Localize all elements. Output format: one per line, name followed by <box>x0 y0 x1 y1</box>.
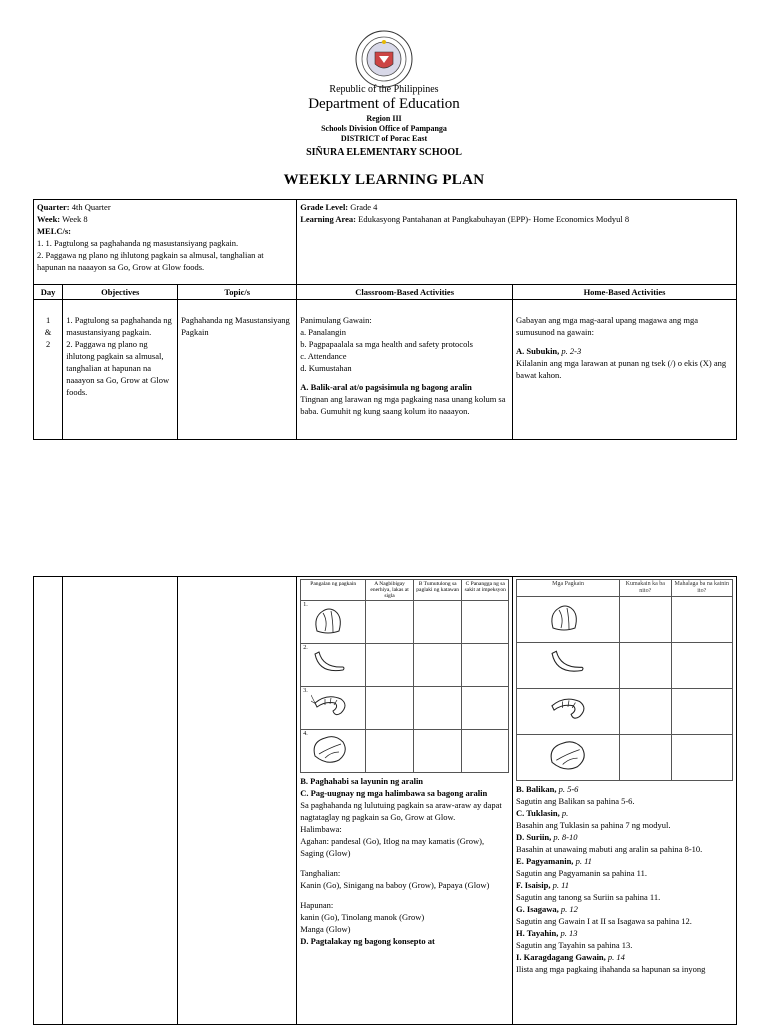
day-ampersand: & <box>44 327 52 337</box>
home-d-text: Basahin at unawaing mabuti ang aralin sa pahina 8-10. <box>516 844 703 854</box>
food-classification-table <box>300 579 509 773</box>
home-g-text: Sagutin ang Gawain I at II sa Isagawa sa pahina 12. <box>516 916 692 926</box>
activity-item: a. Panalangin <box>300 327 347 337</box>
division-line: Schools Division Office of Pampanga <box>321 124 447 133</box>
col-header-objectives: Objectives <box>63 285 178 300</box>
cabbage-icon <box>547 601 581 635</box>
section-c-title: C. Pag-uugnay ng mga halimbawa sa bagong aralin <box>300 788 488 798</box>
food-row-banana <box>517 643 620 689</box>
home-d-title: D. Suriin, <box>516 832 552 842</box>
section-d-title: D. Pagtalakay ng bagong konsepto at <box>300 936 435 946</box>
deped-seal-icon <box>355 30 413 88</box>
example-lunch-label: Tanghalian: <box>300 868 341 878</box>
home-i-title: I. Karagdagang Gawain, <box>516 952 606 962</box>
home-b-title: B. Balikan, <box>516 784 557 794</box>
section-c-text: Sa paghahanda ng lulutuing pagkain sa araw-araw ay dapat nagtataglay ng pagkain sa Go, Grow at Glow. <box>300 800 502 822</box>
home-h-title: H. Tayahin, <box>516 928 559 938</box>
intro-activities: Panimulang Gawain: <box>300 315 372 325</box>
home-g-page: p. 12 <box>558 904 578 914</box>
home-d-page: p. 8-10 <box>551 832 578 842</box>
answer-cell[interactable] <box>462 730 509 773</box>
answer-cell[interactable] <box>462 644 509 687</box>
objective-1: 1. Pagtulong sa paghahanda ng masustansiyang pagkain. <box>66 315 172 337</box>
col-foods: Mga Pagkain <box>517 580 620 597</box>
food-habit-table <box>516 579 733 781</box>
col-do-you-eat: Kumakain ka ba nito? <box>620 580 671 597</box>
grade-value: Grade 4 <box>348 202 378 212</box>
shrimp-icon <box>311 691 351 721</box>
col-food-name: Pangalan ng pagkain <box>301 580 366 601</box>
section-a-text: Tingnan ang larawan ng mga pagkaing nasa unang kolum sa baba. Gumuhit ng kung saang kolum ito naaayon. <box>300 394 506 416</box>
home-c-title: C. Tuklasin, <box>516 808 560 818</box>
food-row-cabbage <box>517 597 620 643</box>
col-go: A Nagbibigay enerhiya, lakas at sigla <box>366 580 414 601</box>
day-cell <box>34 300 63 440</box>
home-i-text: Ilista ang mga pagkaing ihahanda sa hapunan sa inyong <box>516 964 706 974</box>
col-is-important: Mahalaga ba na kainin ito? <box>671 580 733 597</box>
school-name: SIÑURA ELEMENTARY SCHOOL <box>306 147 462 158</box>
food-row-shrimp <box>517 689 620 735</box>
answer-cell[interactable] <box>366 644 414 687</box>
home-h-text: Sagutin ang Tayahin sa pahina 13. <box>516 940 633 950</box>
republic-line: Republic of the Philippines <box>329 84 439 95</box>
learning-plan-table <box>33 199 737 440</box>
home-i-page: p. 14 <box>605 952 625 962</box>
home-c-page: p. <box>559 808 569 818</box>
col-header-home: Home-Based Activities <box>513 285 737 300</box>
answer-cell[interactable] <box>462 687 509 730</box>
info-left-cell <box>34 200 297 285</box>
answer-cell[interactable] <box>366 601 414 644</box>
melc-item-1: 1. 1. Pagtulong sa paghahanda ng masustansiyang pagkain. <box>37 238 239 248</box>
melc-item-2: 2. Paggawa ng plano ng ihlutong pagkain sa almusal, tanghalian at hapunan na naaayon sa Go, Grow at Glow foods. <box>37 250 264 272</box>
home-intro: Gabayan ang mga mag-aaral upang magawa ang mga sumusunod na gawain: <box>516 315 699 337</box>
answer-cell[interactable] <box>620 597 671 643</box>
banana-icon <box>547 647 587 679</box>
home-a-text: Kilalanin ang mga larawan at punan ng tsek (/) o ekis (X) ang bawat kahon. <box>516 358 727 380</box>
area-label: Learning Area: <box>300 214 357 224</box>
answer-cell[interactable] <box>366 730 414 773</box>
lettuce-icon <box>547 739 589 773</box>
row-number: 1. <box>303 602 308 608</box>
home-f-text: Sagutin ang tanong sa Suriin sa pahina 11. <box>516 892 661 902</box>
activity-item: d. Kumustahan <box>300 363 352 373</box>
example-dinner-label: Hapunan: <box>300 900 334 910</box>
activity-item: c. Attendance <box>300 351 347 361</box>
answer-cell[interactable] <box>413 687 462 730</box>
home-e-text: Sagutin ang Pagyamanin sa pahina 11. <box>516 868 647 878</box>
week-label: Week: <box>37 214 61 224</box>
food-row-lettuce <box>301 730 366 773</box>
day-number: 1 <box>45 315 51 325</box>
district-line: DISTRICT of Porac East <box>340 134 428 143</box>
answer-cell[interactable] <box>366 687 414 730</box>
col-grow: B Tumutulong sa paglaki ng katawan <box>413 580 462 601</box>
col-header-topics: Topic/s <box>178 285 297 300</box>
answer-cell[interactable] <box>413 644 462 687</box>
topic-cell <box>178 300 297 440</box>
department-line: Department of Education <box>308 96 460 112</box>
example-label: Halimbawa: <box>300 824 342 834</box>
row-number: 4. <box>303 731 308 737</box>
objective-2: 2. Paggawa ng plano ng ihlutong pagkain sa almusal, tanghalian at hapunan na naaayon sa Go, Grow at Glow foods. <box>66 339 170 397</box>
col-header-classroom: Classroom-Based Activities <box>297 285 513 300</box>
classroom-cell <box>297 300 513 440</box>
topic-text: Paghahanda ng Masustansiyang Pagkain <box>181 315 290 337</box>
food-row-banana <box>301 644 366 687</box>
food-row-lettuce <box>517 735 620 781</box>
example-lunch: Kanin (Go), Sinigang na baboy (Grow), Papaya (Glow) <box>300 880 490 890</box>
activity-item: b. Pagpapaalala sa mga health and safety protocols <box>300 339 473 349</box>
home-c-text: Basahin ang Tuklasin sa pahina 7 ng modyul. <box>516 820 671 830</box>
home-cell <box>513 300 737 440</box>
col-glow: C Panangga ng sa sakit at impeksyon <box>462 580 509 601</box>
row-number: 2. <box>303 645 308 651</box>
food-row-cabbage <box>301 601 366 644</box>
home-b-page: p. 5-6 <box>556 784 579 794</box>
example-breakfast: Agahan: pandesal (Go), Itlog na may kamatis (Grow), Saging (Glow) <box>300 836 485 858</box>
food-row-shrimp <box>301 687 366 730</box>
grade-label: Grade Level: <box>300 202 349 212</box>
region-line: Region III <box>366 114 402 123</box>
week-value: Week 8 <box>60 214 88 224</box>
quarter-value: 4th Quarter <box>69 202 111 212</box>
learning-plan-table-continued <box>33 576 737 1025</box>
home-e-page: p. 11 <box>573 856 592 866</box>
home-f-title: F. Isaisip, <box>516 880 551 890</box>
home-b-text: Sagutin ang Balikan sa pahina 5-6. <box>516 796 635 806</box>
classroom-cell <box>297 577 513 1025</box>
area-value: Edukasyong Pantahanan at Pangkabuhayan (EPP)- Home Economics Modyul 8 <box>356 214 630 224</box>
home-f-page: p. 11 <box>550 880 569 890</box>
cabbage-icon <box>311 605 345 637</box>
answer-cell[interactable] <box>620 735 671 781</box>
home-a-title: A. Subukin, <box>516 346 560 356</box>
day-cell <box>34 577 63 1025</box>
banana-icon <box>311 648 347 678</box>
shrimp-icon <box>547 693 591 725</box>
page-title: WEEKLY LEARNING PLAN <box>283 172 485 188</box>
answer-cell[interactable] <box>413 601 462 644</box>
home-cell <box>513 577 737 1025</box>
home-e-title: E. Pagyamanin, <box>516 856 574 866</box>
answer-cell[interactable] <box>620 689 671 735</box>
home-h-page: p. 13 <box>558 928 578 938</box>
answer-cell[interactable] <box>671 643 733 689</box>
home-g-title: G. Isagawa, <box>516 904 559 914</box>
answer-cell[interactable] <box>671 735 733 781</box>
answer-cell[interactable] <box>671 597 733 643</box>
answer-cell[interactable] <box>462 601 509 644</box>
day-number: 2 <box>45 339 51 349</box>
example-dinner: kanin (Go), Tinolang manok (Grow) <box>300 912 425 922</box>
objectives-cell <box>63 300 178 440</box>
home-a-page: p. 2-3 <box>559 346 582 356</box>
quarter-label: Quarter: <box>37 202 70 212</box>
answer-cell[interactable] <box>671 689 733 735</box>
lettuce-icon <box>311 734 349 766</box>
answer-cell[interactable] <box>620 643 671 689</box>
section-a-title: A. Balik-aral at/o pagsisimula ng bagong aralin <box>300 382 472 392</box>
row-number: 3. <box>303 688 308 694</box>
melc-label: MELC/s: <box>37 226 71 236</box>
example-dinner-fruit: Manga (Glow) <box>300 924 351 934</box>
topic-cell <box>178 577 297 1025</box>
col-header-day: Day <box>34 285 63 300</box>
objectives-cell <box>63 577 178 1025</box>
answer-cell[interactable] <box>413 730 462 773</box>
section-b-title: B. Paghahabi sa layunin ng aralin <box>300 776 424 786</box>
info-right-cell <box>297 200 737 285</box>
